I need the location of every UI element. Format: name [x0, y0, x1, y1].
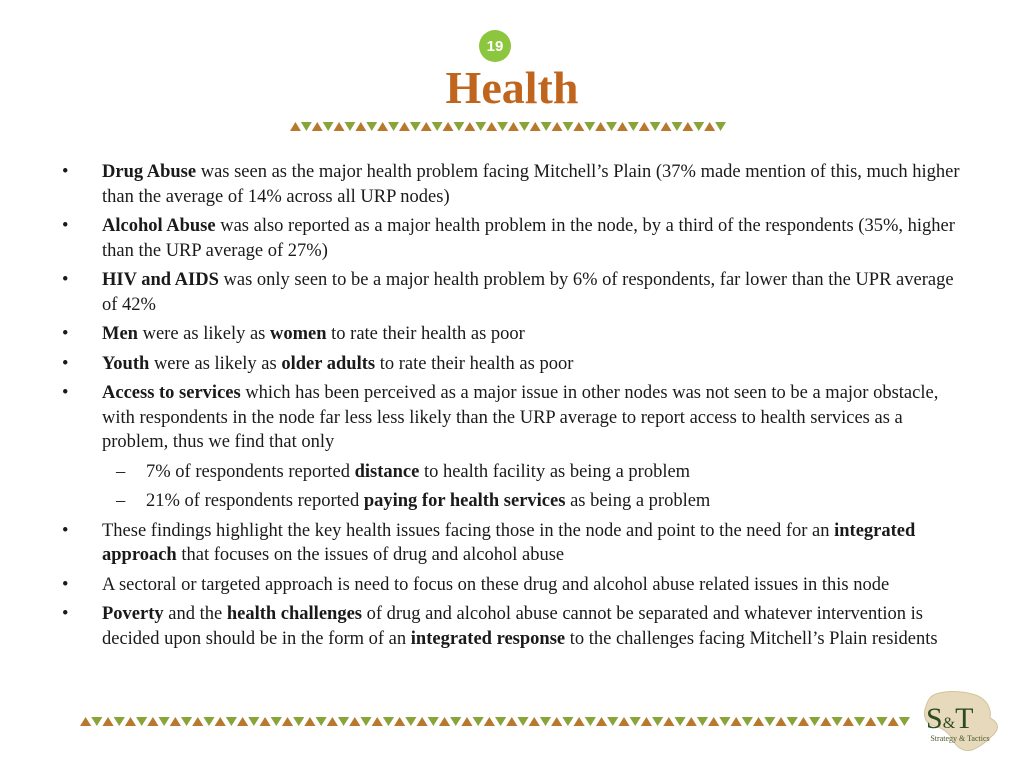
divider-triangle [674, 717, 685, 726]
divider-triangle [323, 122, 334, 131]
divider-triangle [753, 717, 764, 726]
divider-triangle [697, 717, 708, 726]
divider-triangle [618, 717, 629, 726]
divider-triangle [377, 122, 388, 131]
divider-triangle [345, 122, 356, 131]
divider-triangle [399, 122, 410, 131]
divider-triangle [475, 122, 486, 131]
divider-triangle [136, 717, 147, 726]
divider-triangle [428, 717, 439, 726]
divider-triangle [775, 717, 786, 726]
bullet-item [60, 381, 970, 455]
text-run: was also reported as a major health problem in the node, by a third of the respondents (35%, higher than the URP average of 27%) [102, 216, 955, 261]
divider-triangle [125, 717, 136, 726]
divider-triangle [672, 122, 683, 131]
divider-triangle [742, 717, 753, 726]
text-run: was only seen to be a major health problem by 6% of respondents, far lower than the UPR average of 42% [102, 270, 954, 315]
divider-triangle [338, 717, 349, 726]
divider-triangle [383, 717, 394, 726]
text-run: were as likely as [149, 353, 282, 374]
divider-triangle [641, 717, 652, 726]
divider-triangle [854, 717, 865, 726]
divider-triangle [552, 122, 563, 131]
divider-triangle [159, 717, 170, 726]
logo-letter-t: T [955, 702, 974, 735]
text-run: These findings highlight the key health issues facing those in the node and point to the need for an [102, 520, 835, 541]
divider-triangle [540, 717, 551, 726]
divider-triangle [595, 122, 606, 131]
divider-triangle [541, 122, 552, 131]
divider-triangle [693, 122, 704, 131]
divider-triangle [203, 717, 214, 726]
divider-triangle [215, 717, 226, 726]
bold-run: paying for health services [363, 491, 566, 511]
divider-triangle [607, 717, 618, 726]
divider-triangle [293, 717, 304, 726]
divider-triangle [652, 717, 663, 726]
bold-run: older adults [281, 353, 376, 374]
divider-triangle [831, 717, 842, 726]
divider-triangle [360, 717, 371, 726]
text-run: 7% of respondents reported [146, 461, 355, 482]
divider-triangle [798, 717, 809, 726]
divider-triangle [497, 122, 508, 131]
divider-triangle [316, 717, 327, 726]
divider-triangle [432, 122, 443, 131]
text-run: of drug and alcohol abuse cannot be separated and whatever intervention is decided upon should be in the form of an [102, 604, 923, 649]
bold-run: Men [102, 324, 138, 344]
divider-triangle [585, 717, 596, 726]
divider-triangle [630, 717, 641, 726]
divider-triangle [663, 717, 674, 726]
divider-triangle [312, 122, 323, 131]
divider-triangle [301, 122, 312, 131]
bold-run: Alcohol Abuse [102, 216, 216, 236]
slide-title: Health [445, 62, 579, 113]
divider-triangle [366, 122, 377, 131]
bullet-item [60, 268, 970, 317]
divider-triangle [248, 717, 259, 726]
divider-triangle [327, 717, 338, 726]
divider-triangle [405, 717, 416, 726]
bullet-item [60, 573, 970, 598]
divider-triangle [876, 717, 887, 726]
logo-tagline: Strategy & Tactics [930, 734, 990, 743]
divider-triangle [334, 122, 345, 131]
divider-triangle [192, 717, 203, 726]
bullet-item [60, 519, 970, 568]
divider-triangle [650, 122, 661, 131]
divider-triangle [372, 717, 383, 726]
divider-triangle [529, 717, 540, 726]
divider-triangle [304, 717, 315, 726]
text-run: A sectoral or targeted approach is need to focus on these drug and alcohol abuse related issues in this node [102, 574, 890, 595]
bold-run: integrated approach [102, 520, 916, 565]
top-triangle-divider [290, 121, 726, 133]
bold-run: Poverty [102, 604, 164, 624]
bullet-item [60, 352, 970, 377]
divider-triangle [349, 717, 360, 726]
divider-triangle [290, 122, 301, 131]
sub-bullet-item [60, 460, 970, 485]
divider-triangle [530, 122, 541, 131]
divider-triangle [506, 717, 517, 726]
bold-run: Access to services [102, 383, 241, 403]
text-run: were as likely as [137, 324, 270, 344]
divider-triangle [91, 717, 102, 726]
divider-triangle [617, 122, 628, 131]
divider-triangle [562, 717, 573, 726]
text-run: to health facility as being a problem [419, 461, 691, 482]
divider-triangle [888, 717, 899, 726]
divider-triangle [731, 717, 742, 726]
divider-triangle [639, 122, 650, 131]
divider-triangle [181, 717, 192, 726]
divider-triangle [486, 122, 497, 131]
divider-triangle [865, 717, 876, 726]
divider-triangle [551, 717, 562, 726]
logo-letter-s: S [926, 702, 943, 735]
text-run: to rate their health as poor [326, 324, 525, 344]
sub-bullet-item [60, 489, 970, 514]
text-run: and the [163, 604, 227, 624]
logo-letters [926, 702, 973, 736]
text-run: that focuses on the issues of drug and alcohol abuse [176, 545, 565, 565]
bottom-triangle-divider [80, 716, 910, 728]
text-run: as being a problem [565, 491, 711, 511]
divider-triangle [809, 717, 820, 726]
bold-run: Youth [102, 353, 150, 374]
divider-triangle [443, 122, 454, 131]
divider-triangle [484, 717, 495, 726]
divider-triangle [495, 717, 506, 726]
divider-triangle [596, 717, 607, 726]
bold-run: women [270, 324, 327, 344]
divider-triangle [563, 122, 574, 131]
divider-triangle [719, 717, 730, 726]
divider-triangle [439, 717, 450, 726]
divider-triangle [715, 122, 726, 131]
bold-run: integrated response [410, 628, 566, 649]
divider-triangle [517, 717, 528, 726]
divider-triangle [271, 717, 282, 726]
divider-triangle [237, 717, 248, 726]
divider-triangle [147, 717, 158, 726]
divider-triangle [843, 717, 854, 726]
divider-triangle [282, 717, 293, 726]
divider-triangle [394, 717, 405, 726]
divider-triangle [704, 122, 715, 131]
divider-triangle [461, 717, 472, 726]
divider-triangle [787, 717, 798, 726]
divider-triangle [388, 122, 399, 131]
divider-triangle [410, 122, 421, 131]
divider-triangle [584, 122, 595, 131]
divider-triangle [226, 717, 237, 726]
divider-triangle [764, 717, 775, 726]
logo-ampersand: & [942, 715, 956, 732]
divider-triangle [355, 122, 366, 131]
bullet-content [60, 160, 970, 656]
divider-triangle [473, 717, 484, 726]
divider-triangle [114, 717, 125, 726]
text-run: to the challenges facing Mitchell’s Plain residents [565, 628, 938, 649]
divider-triangle [820, 717, 831, 726]
bold-run: HIV and AIDS [102, 270, 219, 290]
bold-run: distance [354, 461, 420, 482]
divider-triangle [102, 717, 113, 726]
divider-triangle [606, 122, 617, 131]
text-run: which has been perceived as a major issue in other nodes was not seen to be a major obstacle, with respondents in the node far less less likely than the URP average to report access to health services as a problem, thus we find that only [102, 383, 939, 452]
divider-triangle [454, 122, 465, 131]
divider-triangle [573, 122, 584, 131]
divider-triangle [628, 122, 639, 131]
divider-triangle [421, 122, 432, 131]
divider-triangle [170, 717, 181, 726]
divider-triangle [686, 717, 697, 726]
divider-triangle [508, 122, 519, 131]
divider-triangle [574, 717, 585, 726]
bullet-item [60, 214, 970, 263]
text-run: was seen as the major health problem facing Mitchell’s Plain (37% made mention of this, much higher than the average of 14% across all URP nodes) [102, 162, 960, 207]
bullet-item [60, 602, 970, 651]
bullet-item [60, 160, 970, 209]
divider-triangle [80, 717, 91, 726]
divider-triangle [661, 122, 672, 131]
bold-run: Drug Abuse [102, 162, 197, 182]
bold-run: health challenges [226, 604, 362, 624]
strategy-tactics-logo [908, 688, 1008, 754]
bullet-item [60, 322, 970, 347]
text-run: 21% of respondents reported [146, 491, 364, 511]
divider-triangle [708, 717, 719, 726]
divider-triangle [450, 717, 461, 726]
divider-triangle [464, 122, 475, 131]
text-run: to rate their health as poor [375, 353, 574, 374]
bullet-list [60, 160, 970, 651]
divider-triangle [259, 717, 270, 726]
divider-triangle [519, 122, 530, 131]
slide-number-badge: 19 [479, 30, 511, 62]
divider-triangle [682, 122, 693, 131]
divider-triangle [416, 717, 427, 726]
